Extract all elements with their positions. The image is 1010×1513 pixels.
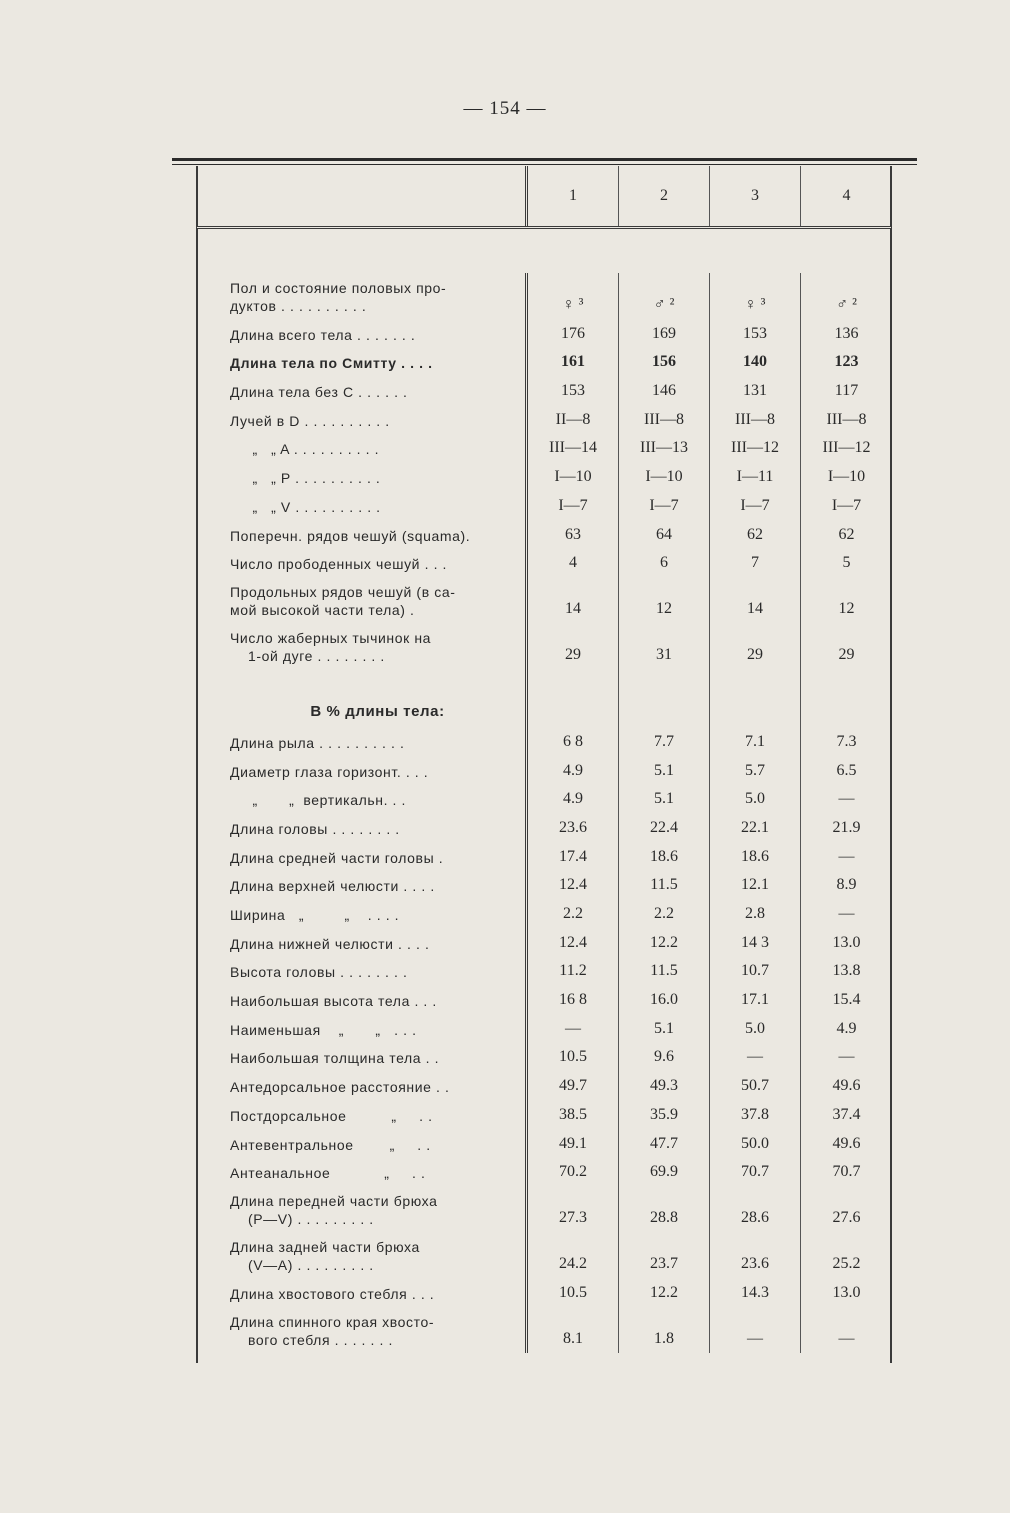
row-label: Длина верхней челюсти . . . .	[198, 871, 528, 900]
table-row	[198, 1129, 890, 1158]
row-value-col-4: —	[838, 847, 855, 865]
row-label: „ „ P . . . . . . . . . .	[198, 462, 528, 491]
row-value-col-3: 28.6	[710, 1186, 801, 1232]
row-value-col-4: I—7	[831, 496, 862, 514]
row-label: Антедорсальное расстояние . .	[198, 1071, 528, 1100]
row-label: Длина тела по Смитту . . . .	[198, 348, 528, 377]
row-label: Ширина „ „ . . . .	[198, 899, 528, 928]
row-label: Лучей в D . . . . . . . . . .	[198, 405, 528, 434]
row-value-col-3: 50.7	[710, 1071, 801, 1100]
row-value-col-3: 50.0	[710, 1129, 801, 1158]
row-value-col-2: 7.7	[619, 727, 710, 756]
table-row	[198, 871, 890, 900]
row-value-col-1: II—8	[528, 405, 619, 434]
row-value-col-2: 18.6	[619, 842, 710, 871]
row-value-col-2: III—13	[619, 434, 710, 463]
table-row	[198, 577, 890, 623]
row-value-col-2: 12	[619, 577, 710, 623]
row-label: Длина головы . . . . . . . .	[198, 813, 528, 842]
top-rule-thin	[172, 164, 917, 165]
row-label: Пол и состояние половых про- дуктов . . . . . . . . . .	[198, 273, 528, 319]
row-value-col-3: —	[710, 1043, 801, 1072]
row-value-col-3: 14 3	[710, 928, 801, 957]
row-value-col-1: I—10	[528, 462, 619, 491]
row-value-col-4: 13.8	[832, 962, 861, 980]
row-label: Диаметр глаза горизонт. . . .	[198, 756, 528, 785]
table-row	[198, 1278, 890, 1307]
row-label: Длина нижней челюсти . . . .	[198, 928, 528, 957]
row-label: Антеанальное „ . .	[198, 1158, 528, 1187]
row-label: Высота головы . . . . . . . .	[198, 957, 528, 986]
section-title: В % длины тела:	[198, 669, 528, 727]
column-header-4: 4	[842, 187, 851, 204]
row-label: Длина задней части брюха (V—A) . . . . . . . . .	[198, 1232, 528, 1278]
top-rule	[172, 158, 917, 161]
row-value-col-4: —	[838, 1048, 855, 1066]
row-value-col-3: 153	[710, 319, 801, 348]
row-value-col-2: 9.6	[619, 1043, 710, 1072]
row-value-col-1: 14	[528, 577, 619, 623]
row-value-col-4: 15.4	[832, 991, 861, 1009]
row-value-col-3: 10.7	[710, 957, 801, 986]
row-value-col-4: 8.9	[836, 876, 857, 894]
row-value-col-4: 6.5	[836, 761, 857, 779]
table-row	[198, 405, 890, 434]
row-value-col-4: 117	[834, 382, 859, 400]
row-label: Длина хвостового стебля . . .	[198, 1278, 528, 1307]
table-row	[198, 1071, 890, 1100]
row-value-col-2: 69.9	[619, 1158, 710, 1187]
row-value-col-1: 70.2	[528, 1158, 619, 1187]
row-value-col-3: 7.1	[710, 727, 801, 756]
row-value-col-4: 4.9	[836, 1019, 857, 1037]
row-value-col-2: 23.7	[619, 1232, 710, 1278]
row-label: Наибольшая высота тела . . .	[198, 985, 528, 1014]
row-value-col-4: I—10	[827, 468, 866, 486]
page-number: — 154 —	[463, 98, 547, 119]
row-value-col-3: 140	[710, 348, 801, 377]
row-value-col-2: 146	[619, 376, 710, 405]
table-row	[198, 376, 890, 405]
row-value-col-3: 29	[710, 623, 801, 669]
table-row	[198, 520, 890, 549]
table-row	[198, 319, 890, 348]
column-header-1: 1	[528, 166, 619, 226]
row-value-col-4: III—12	[822, 439, 871, 457]
row-value-col-4: 70.7	[832, 1163, 861, 1181]
table-row	[198, 985, 890, 1014]
row-value-col-4: 21.9	[832, 818, 861, 836]
section-empty-cell	[801, 669, 892, 727]
section-empty-cell	[710, 669, 801, 727]
row-value-col-3: I—11	[710, 462, 801, 491]
row-value-col-2: 16.0	[619, 985, 710, 1014]
row-value-col-3: 14	[710, 577, 801, 623]
row-value-col-1: 27.3	[528, 1186, 619, 1232]
row-value-col-1: 38.5	[528, 1100, 619, 1129]
row-label: Длина тела без С . . . . . .	[198, 376, 528, 405]
row-value-col-1: 29	[528, 623, 619, 669]
table-row	[198, 462, 890, 491]
row-value-col-3: 5.0	[710, 1014, 801, 1043]
row-value-col-1: 4.9	[528, 756, 619, 785]
table-row	[198, 1100, 890, 1129]
table-row	[198, 957, 890, 986]
row-value-col-1: 6 8	[528, 727, 619, 756]
row-value-col-3: 70.7	[710, 1158, 801, 1187]
row-value-col-3: 17.1	[710, 985, 801, 1014]
row-value-col-2: 11.5	[619, 957, 710, 986]
row-value-col-3: 5.0	[710, 785, 801, 814]
row-value-col-2: 31	[619, 623, 710, 669]
row-value-col-2: 5.1	[619, 756, 710, 785]
row-value-col-1: 4	[528, 549, 619, 578]
row-label: „ „ вертикальн. . .	[198, 785, 528, 814]
measurements-table	[196, 166, 892, 1363]
row-value-col-2: 35.9	[619, 1100, 710, 1129]
column-header-3: 3	[710, 166, 801, 226]
row-value-col-4: 62	[838, 525, 855, 543]
row-value-col-2: 11.5	[619, 871, 710, 900]
table-row	[198, 785, 890, 814]
row-label: Длина средней части головы .	[198, 842, 528, 871]
section-empty-cell	[528, 669, 619, 727]
row-value-col-2: 156	[619, 348, 710, 377]
row-value-col-2: 1.8	[619, 1307, 710, 1353]
row-value-col-2: 47.7	[619, 1129, 710, 1158]
table-row	[198, 1307, 890, 1353]
table-row	[198, 348, 890, 377]
row-label: Постдорсальное „ . .	[198, 1100, 528, 1129]
table-body	[196, 229, 892, 1363]
row-value-col-2: 2.2	[619, 899, 710, 928]
row-value-col-3: 37.8	[710, 1100, 801, 1129]
row-label: „ „ V . . . . . . . . . .	[198, 491, 528, 520]
row-value-col-4: 13.0	[832, 933, 861, 951]
row-label: Число жаберных тычинок на 1-ой дуге . . . . . . . .	[198, 623, 528, 669]
row-value-col-3: III—8	[710, 405, 801, 434]
row-value-col-4: 49.6	[832, 1077, 861, 1095]
row-value-col-4: 37.4	[832, 1105, 861, 1123]
row-value-col-4: 7.3	[836, 732, 857, 750]
row-value-col-1: 16 8	[528, 985, 619, 1014]
table-row	[198, 1232, 890, 1278]
table-row	[198, 813, 890, 842]
row-label: Число прободенных чешуй . . .	[198, 549, 528, 578]
row-label: Продольных рядов чешуй (в са- мой высокой части тела) .	[198, 577, 528, 623]
row-value-col-4: ♂ ²	[836, 296, 857, 313]
row-value-col-1: 23.6	[528, 813, 619, 842]
row-value-col-2: I—10	[619, 462, 710, 491]
table-row	[198, 727, 890, 756]
row-value-col-2: 28.8	[619, 1186, 710, 1232]
row-value-col-3: 5.7	[710, 756, 801, 785]
row-value-col-4: 13.0	[832, 1283, 861, 1301]
row-value-col-1: 11.2	[528, 957, 619, 986]
row-value-col-1: 12.4	[528, 928, 619, 957]
row-value-col-2: 6	[619, 549, 710, 578]
row-value-col-2: 22.4	[619, 813, 710, 842]
table-row	[198, 623, 890, 669]
row-value-col-3: I—7	[710, 491, 801, 520]
row-value-col-4: 27.6	[832, 1209, 861, 1227]
row-value-col-2: 5.1	[619, 785, 710, 814]
row-value-col-1: 4.9	[528, 785, 619, 814]
row-value-col-1: I—7	[528, 491, 619, 520]
header-label-cell	[198, 166, 528, 226]
row-label: Длина спинного края хвосто- вого стебля . . . . . . .	[198, 1307, 528, 1353]
table-row	[198, 1186, 890, 1232]
row-value-col-2: III—8	[619, 405, 710, 434]
table-row	[198, 273, 890, 319]
table-row	[198, 1158, 890, 1187]
table-row	[198, 434, 890, 463]
row-label: Антевентральное „ . .	[198, 1129, 528, 1158]
row-value-col-2: I—7	[619, 491, 710, 520]
row-value-col-3: III—12	[710, 434, 801, 463]
row-label: Длина рыла . . . . . . . . . .	[198, 727, 528, 756]
row-value-col-4: —	[838, 1329, 855, 1347]
table-header	[196, 166, 892, 229]
row-value-col-2: 12.2	[619, 928, 710, 957]
row-value-col-4: 12	[838, 600, 855, 618]
row-value-col-4: 136	[834, 324, 859, 342]
row-value-col-3: 18.6	[710, 842, 801, 871]
row-label: Наибольшая толщина тела . .	[198, 1043, 528, 1072]
row-value-col-1: III—14	[528, 434, 619, 463]
row-label: Поперечн. рядов чешуй (squama).	[198, 520, 528, 549]
table-row	[198, 1014, 890, 1043]
table-row	[198, 842, 890, 871]
row-value-col-3: 2.8	[710, 899, 801, 928]
row-value-col-3: 62	[710, 520, 801, 549]
row-value-col-1: 10.5	[528, 1278, 619, 1307]
row-value-col-1: 176	[528, 319, 619, 348]
row-label: Длина всего тела . . . . . . .	[198, 319, 528, 348]
row-value-col-2: ♂ ²	[619, 273, 710, 319]
row-value-col-1: 24.2	[528, 1232, 619, 1278]
row-value-col-3: 14.3	[710, 1278, 801, 1307]
table-row	[198, 549, 890, 578]
row-value-col-3: 131	[710, 376, 801, 405]
table-row	[198, 1043, 890, 1072]
row-value-col-2: 169	[619, 319, 710, 348]
row-value-col-1: 17.4	[528, 842, 619, 871]
table-row	[198, 491, 890, 520]
table-row	[198, 756, 890, 785]
row-value-col-4: 25.2	[832, 1255, 861, 1273]
row-value-col-4: —	[838, 905, 855, 922]
row-value-col-3: 22.1	[710, 813, 801, 842]
row-value-col-1: —	[528, 1014, 619, 1043]
column-header-2: 2	[619, 166, 710, 226]
row-value-col-4: —	[838, 790, 855, 808]
row-value-col-4: 5	[842, 554, 851, 572]
row-label: Длина передней части брюха (P—V) . . . . . . . . .	[198, 1186, 528, 1232]
row-value-col-3: 12.1	[710, 871, 801, 900]
row-value-col-3: 23.6	[710, 1232, 801, 1278]
table-row	[198, 928, 890, 957]
row-value-col-4: 49.6	[832, 1134, 861, 1152]
row-value-col-1: ♀ ³	[528, 273, 619, 319]
row-value-col-1: 153	[528, 376, 619, 405]
row-value-col-3: —	[710, 1307, 801, 1353]
row-value-col-2: 12.2	[619, 1278, 710, 1307]
row-value-col-4: III—8	[826, 410, 867, 428]
row-value-col-1: 2.2	[528, 899, 619, 928]
row-value-col-1: 161	[528, 348, 619, 377]
row-label: Наименьшая „ „ . . .	[198, 1014, 528, 1043]
table-row	[198, 899, 890, 928]
row-value-col-1: 10.5	[528, 1043, 619, 1072]
row-value-col-2: 64	[619, 520, 710, 549]
section-empty-cell	[619, 669, 710, 727]
row-value-col-1: 49.7	[528, 1071, 619, 1100]
row-value-col-1: 63	[528, 520, 619, 549]
row-value-col-1: 49.1	[528, 1129, 619, 1158]
row-value-col-2: 5.1	[619, 1014, 710, 1043]
row-value-col-2: 49.3	[619, 1071, 710, 1100]
row-value-col-4: 123	[834, 353, 859, 371]
row-value-col-1: 8.1	[528, 1307, 619, 1353]
row-value-col-3: ♀ ³	[710, 273, 801, 319]
section-row	[198, 669, 890, 727]
row-value-col-1: 12.4	[528, 871, 619, 900]
row-value-col-3: 7	[710, 549, 801, 578]
row-value-col-4: 29	[838, 646, 855, 664]
row-label: „ „ A . . . . . . . . . .	[198, 434, 528, 463]
